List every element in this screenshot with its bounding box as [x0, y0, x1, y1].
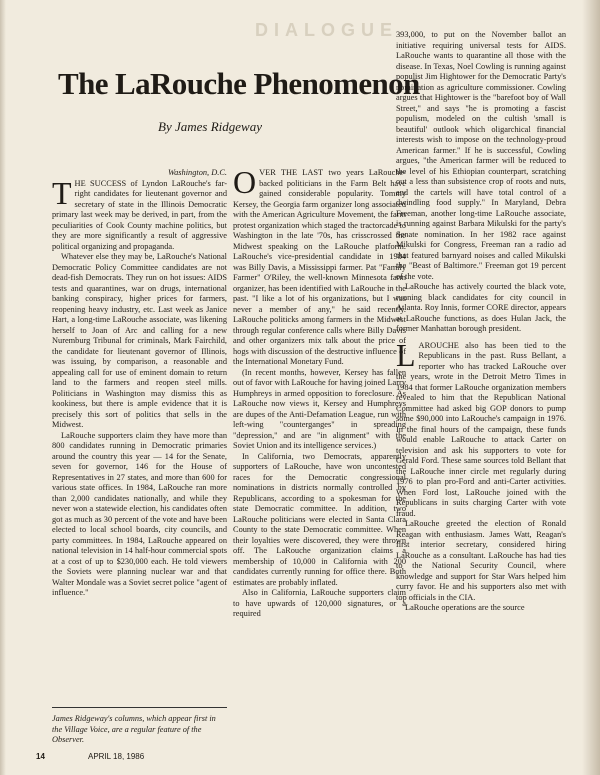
- binding-shadow: [0, 0, 6, 775]
- paragraph: (In recent months, however, Kersey has fallen out of favor with LaRouche for having joined Larry Humphreys in armed opposition to foreclosure. As LaRouche now views it, Kersey and Humphreys are dupes of the Anti-Defamation League, run with left-wing "counterganges" in spreading "depression," and are "in alignment" with the Soviet Union and its intelligence services.): [233, 367, 406, 450]
- paragraph: LaRouche operations are the source: [405, 603, 525, 612]
- paragraph: [233, 168, 406, 368]
- paragraph: LaRouche greeted the election of Ronald Reagan with enthusiasm. James Watt, Reagan's first interior secretary, considered hiring LaRouche as a consultant. LaRouche has had ties to the National Security Council, where knowledge and support for Star Wars helped him curry favor. He and his supporters also met with top officials in the CIA.: [396, 519, 566, 602]
- paragraph: In California, two Democrats, apparently supporters of LaRouche, have won uncontested races for the Democratic congressional nominations in districts normally controlled by Republicans, according to a spokesman for the state Democratic committee. In addition, two LaRouche politicians were elected in Santa Clara County to the state Democratic committee. When their loyalties were discovered, they were thrown off. The LaRouche organization claims a membership of 10,000 in California with 200 candidates currently running for office there. Both estimates are probably inflated.: [233, 451, 406, 587]
- paragraph-text: of Lyndon LaRouche's far-right candidates for lieutenant governor and secretary of state in the Illinois Democratic primary last week may be derived, in part, from the peculiarities of Cook County machine politics, but they are more significantly a result of aggressive political organizing and propaganda.: [52, 178, 227, 251]
- paragraph: LaRouche has actively courted the black vote, running black candidates for city council in Atlanta. Roy Innis, former CORE director, appears at LaRouche functions, as does Hulan Jack, the former Manhattan borough president.: [396, 282, 566, 333]
- drop-cap: T: [52, 174, 72, 211]
- drop-cap: O: [233, 168, 257, 200]
- author-footnote: James Ridgeway's columns, which appear first in the Village Voice, are a regular feature of the Observer.: [52, 714, 216, 744]
- paragraph: Also in California, LaRouche supporters claim to have upwards of 120,000 signatures, or a required: [233, 588, 406, 618]
- column-3: [396, 30, 566, 755]
- paragraph-text: also has been tied to the Republicans in the past. Russ Bellant, a reporter who has tracked LaRouche over the years, wrote in the Detroit Metro Times in 1984 that former LaRouche organization members revealed to him that the Republican National Committee had asked big GOP donors to pump some $90,000 into LaRouche's campaign in 1976. In the final hours of the campaign, these funds would enable LaRouche to attack Carter on television and ask his supporters to vote for Gerald Ford. These same sources told Bellant that the LaRouche inner circle met regularly during 1976 to plan pro-Ford and anti-Carter activities. When Ford lost, LaRouche joined with the Republicans in suits charging Carter with vote fraud.: [396, 340, 566, 518]
- drop-cap: L: [396, 336, 416, 373]
- byline: By James Ridgeway: [158, 119, 262, 134]
- show-through-text: DIALOGUE: [255, 20, 399, 40]
- paragraph: [396, 336, 566, 520]
- lead-in: AROUCHE: [418, 340, 459, 350]
- paragraph: 393,000, to put on the November ballot an initiative requiring universal tests for AIDS. LaRouche wants to quarantine all those with the disease. In Texas, Noel Cowling is running against populist Jim Hightower for the Democratic Party's nomination as agriculture commissioner. Cowling argues that Hightower is the "barefoot boy of Wall Street," and says "he is promoting a fascist populism, modeled on the cultish 'small is beautiful' outlook which oligarchical financial interests wish to impose on the technology-proud American farmer." If he is successful, Cowling argues, "the American farmer will be reduced to the level of his Ethiopian counterpart, scratching out a less than subsistence crop of roots and nuts, and the cartels will have total control of a dwindling food supply." In Maryland, Debra Freeman, another long-time LaRouche associate, is running against Barbara Mikulski for the party's Senate nomination. In her 1982 race against Mikulski for Congress, Freeman ran a radio ad that featured barnyard noises and called Mikulski the "Beast of Baltimore." Freeman got 19 percent of the vote.: [396, 30, 566, 281]
- column-2: [233, 168, 406, 743]
- lead-in: VER THE LAST: [259, 168, 324, 177]
- paragraph: Whatever else they may be, LaRouche's National Democratic Policy Committee candidates are not dead-fish Democrats. They run on hot issues: AIDS tests and quarantines, war on drugs, international banking conspiracy, higher prices for farmers, reopening heavy industry, etc. Last week as Janice Hart, a long-time LaRouche associate, was likening herself to Joan of Arc and calling for a new Nuremburg Tribunal for criminals, Mark Fairchild, the candidate for lieutenant governor of Illinois, was issuing, by comparison, a reasonable and appealing call for use of eminent domain to return land to the farmers and reopen steel mills. Politicians in Washington may dismiss this as kookiness, but there is ample evidence that it is precisely this sort of politics that sells in the Midwest.: [52, 252, 227, 429]
- lead-in: HE SUCCESS: [74, 178, 127, 188]
- paragraph: LaRouche supporters claim they have more than 800 candidates running in Democratic primaries around the country this year — 14 for the Senate, seven for governor, 146 for the House of Representatives in 27 states, and more than 600 for various state offices. In 1984, LaRouche ran more than 2,000 candidates nationally, and while they never won a statewide election, his candidates often got as much as 30 percent of the vote and have been elected to local school boards, city councils, and party committees. In 1984, LaRouche appeared on national television in 14 half-hour commercial spots at a cost of up to $230,000 each. He told viewers the Soviets were planning nuclear war and that Walter Mondale was a Soviet secret police "agent of influence.": [52, 430, 227, 597]
- article-title: The LaRouche Phenomenon: [58, 66, 420, 101]
- page-edge-shadow: [582, 0, 600, 775]
- dateline: Washington, D.C.: [167, 168, 227, 177]
- issue-date: APRIL 18, 1986: [88, 752, 145, 761]
- footnote-rule: [52, 707, 227, 708]
- paragraph-text: two years LaRouche-backed politicians in the Farm Belt have gained considerable popularity. Tommy Kersey, the Georgia farm organizer long associated with the American Agriculture Movement, the farm protest organization which staged the tractorcade to Washington in the late '70s, has crisscrossed the Midwest speaking on the LaRouche platform. LaRouche's vice-presidential candidate in 1984 was Billy Davis, a Mississippi farmer. Pat "Family Farmer" O'Riley, the well-known Minnesota farm organizer, has been identified with LaRouche in the past. "I like a lot of his organizations, but I was never a member of any," he said recently. LaRouche politicks among farmers in the Midwest through regular conference calls where Billy Davis and other organizers mix talk about the price of hogs with discussion of the destructive influence of the International Monetary Fund.: [233, 168, 406, 366]
- paragraph: [52, 174, 227, 253]
- page-number: 14: [36, 752, 45, 761]
- column-1: [52, 168, 227, 698]
